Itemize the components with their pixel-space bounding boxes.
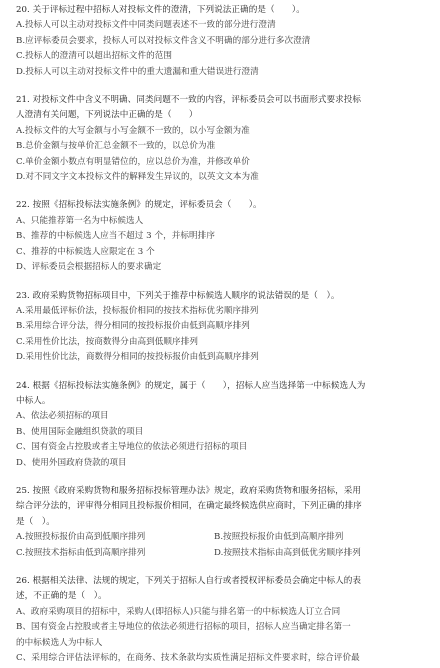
question-20 — [16, 3, 432, 80]
question-stem: 26. 根据相关法律、法规的规定，下列关于招标人自行或者授权评标委员会确定中标人的表 — [16, 576, 362, 586]
question-stem-cont: 中标人。 — [16, 395, 51, 406]
option-b: B.按照投标报价由低到高顺序排列 — [214, 532, 344, 543]
option-a: A、政府采购项目的招标中，采购人(即招标人)只能与排名第一的中标候选人订立合同 — [16, 606, 341, 617]
option-c: C.采用性价比法，按商数得分由高到低顺序排列 — [16, 336, 198, 347]
option-c: C、国有资金占控股或者主导地位的依法必须进行招标的项目 — [16, 442, 248, 453]
options-row — [16, 546, 432, 561]
option-c: C.按照技术指标由低到高顺序排列 — [16, 547, 146, 558]
option-b: B、推荐的中标候选人应当不超过 3 个，并标明排序 — [16, 231, 215, 242]
question-stem: 21. 对投标文件中含义不明确、同类问题不一致的内容，评标委员会可以书面形式要求投标 — [16, 95, 362, 106]
option-d: D、评标委员会根据招标人的要求确定 — [16, 262, 162, 273]
option-c: C、采用综合评估法评标的，在商务、技术条款均实质性满足招标文件要求时，综合评价最 — [16, 653, 360, 664]
option-d: D、使用外国政府贷款的项目 — [16, 457, 127, 468]
question-26 — [16, 574, 432, 666]
question-stem-cont: 是（ ）。 — [16, 516, 55, 527]
option-d: D.投标人可以主动对投标文件中的重大遗漏和重大错误进行澄清 — [16, 66, 259, 77]
option-b: B.总价金额与按单价汇总金额不一致的，以总价为准 — [16, 141, 216, 152]
option-a: A.投标人可以主动对投标文件中同类问题表述不一致的部分进行澄清 — [16, 20, 276, 31]
option-a: A.投标文件的大写金额与小写金额不一致的，以小写金额为准 — [16, 125, 250, 136]
question-stem: 23. 政府采购货物招标项目中，下列关于推荐中标候选人顺序的说法错误的是（ ）。 — [16, 290, 340, 301]
option-a: A.按照投标报价由高到低顺序排列 — [16, 532, 146, 543]
question-stem-cont: 综合评分法的，评审得分相同且投标报价相同，在确定最终候选供应商时，下列正确的排序 — [16, 501, 362, 512]
question-22 — [16, 198, 432, 275]
option-b: B.采用综合评分法，得分相同的按投标报价由低到高顺序排列 — [16, 321, 250, 332]
option-b: B、国有资金占控股或者主导地位的依法必须进行招标的项目，招标人应当确定排名第一 — [16, 622, 351, 633]
option-b-cont: 的中标候选人为中标人 — [16, 637, 103, 648]
question-21 — [16, 93, 432, 185]
option-c: C.单价金额小数点有明显错位的，应以总价为准，并修改单价 — [16, 156, 250, 167]
option-a: A.采用最低评标价法，投标报价相同的按技术指标优劣顺序排列 — [16, 305, 259, 316]
question-stem-cont: 人澄清有关问题，下列说法中正确的是（ ） — [16, 110, 198, 121]
option-d: D.采用性价比法，商数得分相同的按投标报价由低到高顺序排列 — [16, 352, 259, 363]
option-c: C、推荐的中标候选人应限定在 3 个 — [16, 246, 155, 257]
option-a: A、依法必须招标的项目 — [16, 411, 109, 422]
option-b: B、使用国际金融组织贷款的项目 — [16, 426, 144, 437]
option-c: C.投标人的澄清可以超出招标文件的范围 — [16, 51, 173, 62]
question-stem: 24. 根据《招标投标法实施条例》的规定，属于（ ），招标人应当选择第一中标候选人为 — [16, 380, 366, 391]
question-stem: 20. 关于评标过程中招标人对投标文件的澄清，下列说法正确的是（ ）。 — [16, 5, 305, 15]
option-b: B.应评标委员会要求，投标人可以对投标文件含义不明确的部分进行多次澄清 — [16, 35, 311, 46]
question-23 — [16, 289, 432, 366]
question-stem: 25. 按照《政府采购货物和服务招标投标管理办法》规定，政府采购货物和服务招标，采用 — [16, 485, 362, 496]
option-d: D.对不同文字文本投标文件的解释发生异议的，以英文文本为准 — [16, 172, 259, 183]
options-row — [16, 530, 432, 545]
question-25 — [16, 484, 432, 561]
question-24 — [16, 379, 432, 471]
option-a: A、只能推荐第一名为中标候选人 — [16, 215, 144, 226]
option-d: D.按照技术指标由高到低优劣顺序排列 — [214, 547, 361, 558]
question-stem: 22. 按照《招标投标法实施条例》的规定，评标委员会（ ）。 — [16, 200, 262, 211]
question-stem-cont: 述，不正确的是（ ）。 — [16, 591, 107, 602]
